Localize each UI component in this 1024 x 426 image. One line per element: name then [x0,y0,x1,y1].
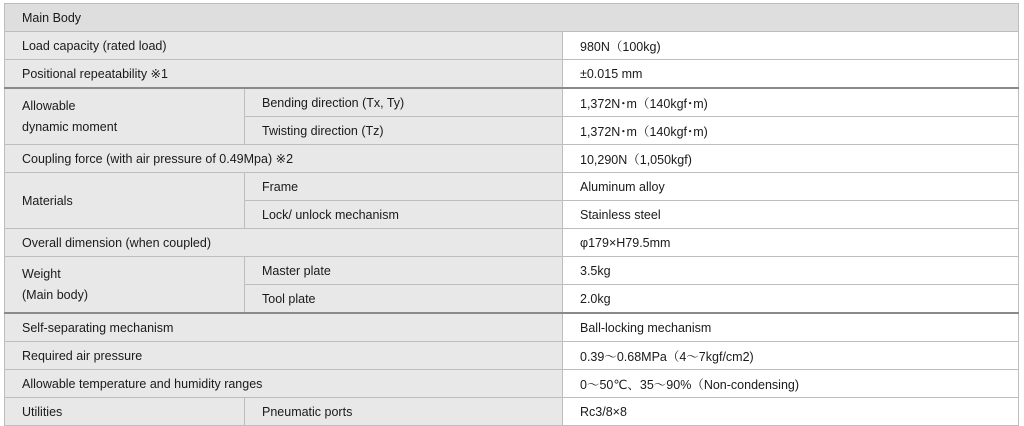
dynamic-moment-label [5,88,245,145]
table-row [5,370,1019,398]
repeatability-label: Positional repeatability ※1 [5,60,563,89]
master-plate-label: Master plate [245,257,563,285]
tool-plate-label: Tool plate [245,285,563,314]
twisting-label: Twisting direction (Tz) [245,117,563,145]
self-separating-value: Ball-locking mechanism [563,313,1019,342]
master-plate-value: 3.5kg [563,257,1019,285]
twisting-value: 1,372N･m（140kgf･m) [563,117,1019,145]
table-row [5,257,1019,285]
lock-mechanism-label: Lock/ unlock mechanism [245,201,563,229]
dynamic-moment-text: Allowable dynamic moment [22,98,118,134]
temperature-range-label: Allowable temperature and humidity ranges [5,370,563,398]
bending-value: 1,372N･m（140kgf･m) [563,88,1019,117]
air-pressure-value: 0.39～0.68MPa（4～7kgf/cm2) [563,342,1019,370]
materials-label: Materials [5,173,245,229]
table-row [5,342,1019,370]
table-title: Main Body [5,4,1019,32]
table-row [5,4,1019,32]
table-row [5,88,1019,117]
spec-table [4,3,1019,426]
self-separating-label: Self-separating mechanism [5,313,563,342]
table-row [5,173,1019,201]
lock-mechanism-value: Stainless steel [563,201,1019,229]
temperature-range-value: 0～50℃、35～90%（Non-condensing) [563,370,1019,398]
overall-dimension-value: φ179×H79.5mm [563,229,1019,257]
repeatability-value: ±0.015 mm [563,60,1019,89]
table-row [5,145,1019,173]
air-pressure-label: Required air pressure [5,342,563,370]
pneumatic-ports-value: Rc3/8×8 [563,398,1019,426]
bending-label: Bending direction (Tx, Ty) [245,88,563,117]
coupling-force-label: Coupling force (with air pressure of 0.49Mpa) ※2 [5,145,563,173]
weight-text: Weight (Main body) [22,266,88,302]
table-row [5,32,1019,60]
weight-label [5,257,245,314]
pneumatic-ports-label: Pneumatic ports [245,398,563,426]
overall-dimension-label: Overall dimension (when coupled) [5,229,563,257]
utilities-label: Utilities [5,398,245,426]
frame-value: Aluminum alloy [563,173,1019,201]
coupling-force-value: 10,290N（1,050kgf) [563,145,1019,173]
frame-label: Frame [245,173,563,201]
load-capacity-value: 980N（100kg) [563,32,1019,60]
tool-plate-value: 2.0kg [563,285,1019,314]
table-row [5,313,1019,342]
table-row [5,60,1019,89]
load-capacity-label: Load capacity (rated load) [5,32,563,60]
table-row [5,229,1019,257]
table-row [5,398,1019,426]
